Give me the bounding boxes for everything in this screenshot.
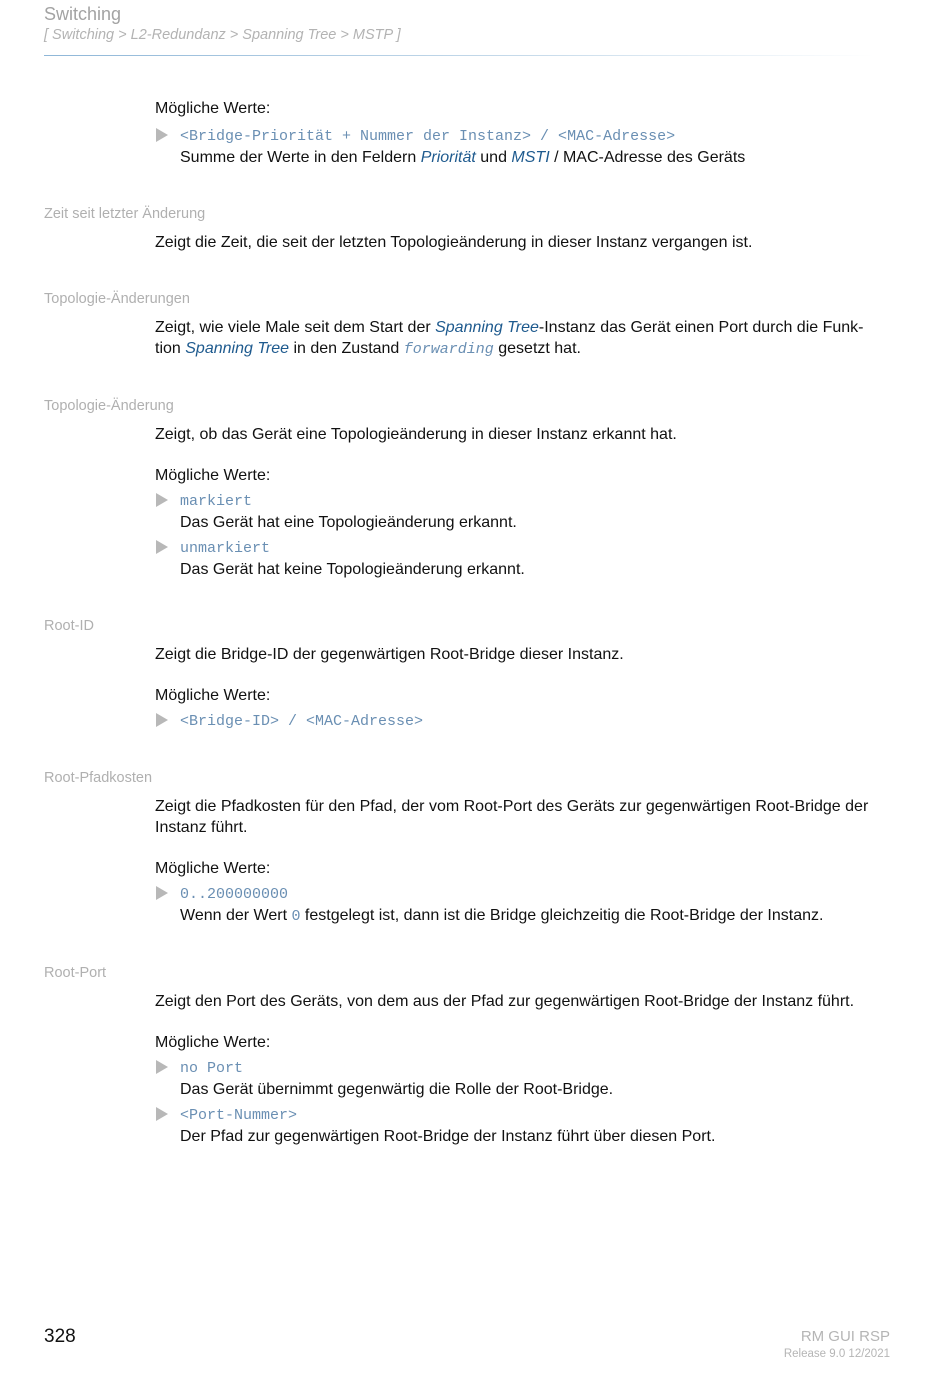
bullet-triangle-icon (156, 128, 168, 142)
section-label-topology-change: Topologie-Änderung (44, 398, 174, 414)
bullet-triangle-icon (156, 713, 168, 727)
doc-name: RM GUI RSP (800, 1328, 890, 1345)
bullet-triangle-icon (156, 540, 168, 554)
possible-values-label: Mögliche Werte: (155, 467, 271, 484)
value-description: Der Pfad zur gegenwärtigen Root-Bridge der Instanz führt über diesen Port. (180, 1128, 716, 1145)
list-item (180, 1058, 895, 1100)
breadcrumb: [ Switching > L2-Redundanz > Spanning Tree > MSTP ] (44, 27, 401, 43)
possible-values-label: Mögliche Werte: (155, 860, 271, 877)
list-item (180, 884, 895, 927)
value-code: 0..200000000 (180, 886, 289, 903)
section-label-topology-changes: Topologie-Änderungen (44, 291, 190, 307)
section-label-root-path-cost: Root-Pfadkosten (44, 770, 153, 786)
term-spanning-tree: Spanning Tree (435, 319, 539, 336)
value-description: Wenn der Wert 0 festgelegt ist, dann ist die Bridge gleichzeitig die Root-Bridge der Instanz. (180, 907, 824, 925)
value-description: Das Gerät hat eine Topologieänderung erkannt. (180, 514, 517, 531)
value-code: unmarkiert (180, 540, 271, 557)
possible-values-label: Mögliche Werte: (155, 100, 271, 117)
field-ref-priority: Priorität (420, 149, 476, 166)
possible-values-label: Mögliche Werte: (155, 1034, 271, 1051)
section-label-time-since-change: Zeit seit letzter Änderung (44, 206, 206, 222)
value-description: Das Gerät hat keine Topologieänderung erkannt. (180, 561, 525, 578)
value-code: markiert (180, 493, 253, 510)
section-label-root-id: Root-ID (44, 618, 94, 634)
page-number: 328 (44, 1326, 76, 1347)
section-description: Zeigt, wie viele Male seit dem Start der Spanning Tree-Instanz das Gerät einen Port durch die Funk- tion Spanning Tree in den Zustand forwarding gesetzt hat. (155, 319, 864, 358)
page-header (44, 3, 874, 45)
list-item (180, 126, 895, 168)
value-description: Summe der Werte in den Feldern Priorität und MSTI / MAC-Adresse des Geräts (180, 149, 746, 166)
value-description: Das Gerät übernimmt gegenwärtig die Rolle der Root-Bridge. (180, 1081, 614, 1098)
section-description: Zeigt die Zeit, die seit der letzten Topologieänderung in dieser Instanz vergangen ist. (155, 234, 753, 251)
section-description: Zeigt die Pfadkosten für den Pfad, der vom Root-Port des Geräts zur gegenwärtigen Root-Bridge der Instanz führt. (155, 798, 869, 836)
bullet-triangle-icon (156, 1060, 168, 1074)
document-body (0, 98, 950, 1147)
state-code: forwarding (403, 341, 494, 358)
bullet-triangle-icon (156, 493, 168, 507)
release-info: Release 9.0 12/2021 (783, 1348, 890, 1360)
section-label-root-port: Root-Port (44, 965, 107, 981)
list-item (180, 538, 895, 580)
inline-code: 0 (291, 908, 301, 925)
section-description: Zeigt den Port des Geräts, von dem aus der Pfad zur gegenwärtigen Root-Bridge der Instanz führt. (155, 993, 855, 1010)
value-code: <Bridge-Priorität + Nummer der Instanz> / <MAC-Adresse> (180, 128, 676, 145)
header-title: Switching (44, 4, 122, 24)
section-description: Zeigt, ob das Gerät eine Topologieänderung in dieser Instanz erkannt hat. (155, 426, 677, 443)
value-code: no Port (180, 1060, 244, 1077)
possible-values-label: Mögliche Werte: (155, 687, 271, 704)
value-code: <Port-Nummer> (180, 1107, 298, 1124)
term-spanning-tree: Spanning Tree (185, 340, 290, 357)
list-item (180, 491, 895, 533)
list-item (180, 711, 895, 732)
bullet-triangle-icon (156, 1107, 168, 1121)
footer-doc-info (784, 1328, 890, 1362)
bullet-triangle-icon (156, 886, 168, 900)
section-description: Zeigt die Bridge-ID der gegenwärtigen Root-Bridge dieser Instanz. (155, 646, 624, 663)
list-item (180, 1105, 895, 1147)
value-code: <Bridge-ID> / <MAC-Adresse> (180, 713, 424, 730)
header-divider (44, 55, 874, 56)
field-ref-msti: MSTI (511, 149, 550, 166)
